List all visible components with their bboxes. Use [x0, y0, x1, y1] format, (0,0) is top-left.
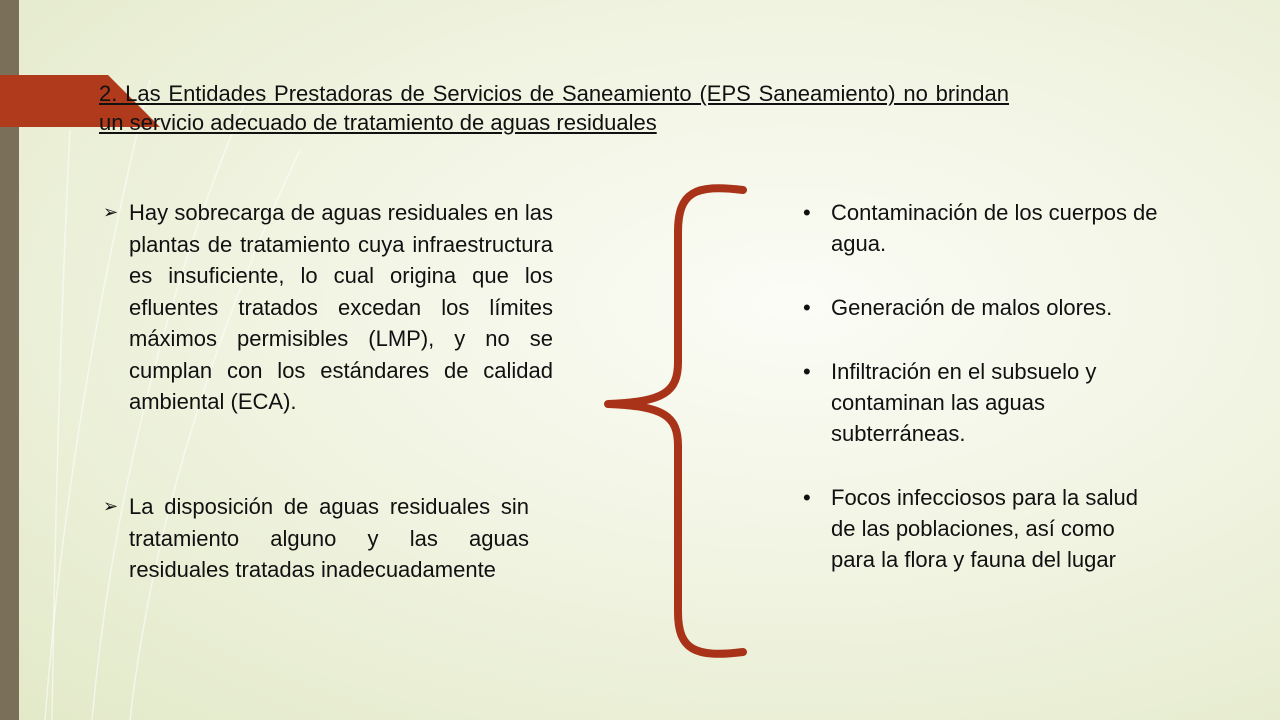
arrow-bullet-icon: ➢ [103, 496, 119, 516]
bullet-dot-icon: • [803, 359, 811, 384]
cause-item-overload [103, 197, 553, 418]
effects-list [803, 197, 1163, 575]
effect-text: Contaminación de los cuerpos de agua. [831, 200, 1158, 256]
effect-item [803, 482, 1163, 575]
cause-text: La disposición de aguas residuales sin tratamiento alguno y las aguas residuales tratadas inadecuadamente [129, 494, 529, 582]
slide-title: 2. Las Entidades Prestadoras de Servicios de Saneamiento (EPS Saneamiento) no brindan un servicio adecuado de tratamiento de aguas residuales [99, 81, 1009, 135]
effect-text: Infiltración en el subsuelo y contaminan las aguas subterráneas. [831, 359, 1097, 446]
effect-item [803, 356, 1163, 449]
bullet-dot-icon: • [803, 200, 811, 225]
bullet-dot-icon: • [803, 295, 811, 320]
bullet-dot-icon: • [803, 485, 811, 510]
curly-brace-icon [590, 180, 760, 670]
arrow-bullet-icon: ➢ [103, 202, 119, 222]
effect-item [803, 292, 1163, 323]
effect-item [803, 197, 1163, 259]
cause-item-disposal [103, 491, 529, 586]
effect-text: Focos infecciosos para la salud de las poblaciones, así como para la flora y fauna del lugar [831, 485, 1138, 572]
cause-text: Hay sobrecarga de aguas residuales en las plantas de tratamiento cuya infraestructura es insuficiente, lo cual origina que los efluentes tratados excedan los límites máximos permisibles (LMP), y no se cumplan con los estándares de calidad ambiental (ECA). [129, 200, 553, 414]
effect-text: Generación de malos olores. [831, 295, 1113, 320]
